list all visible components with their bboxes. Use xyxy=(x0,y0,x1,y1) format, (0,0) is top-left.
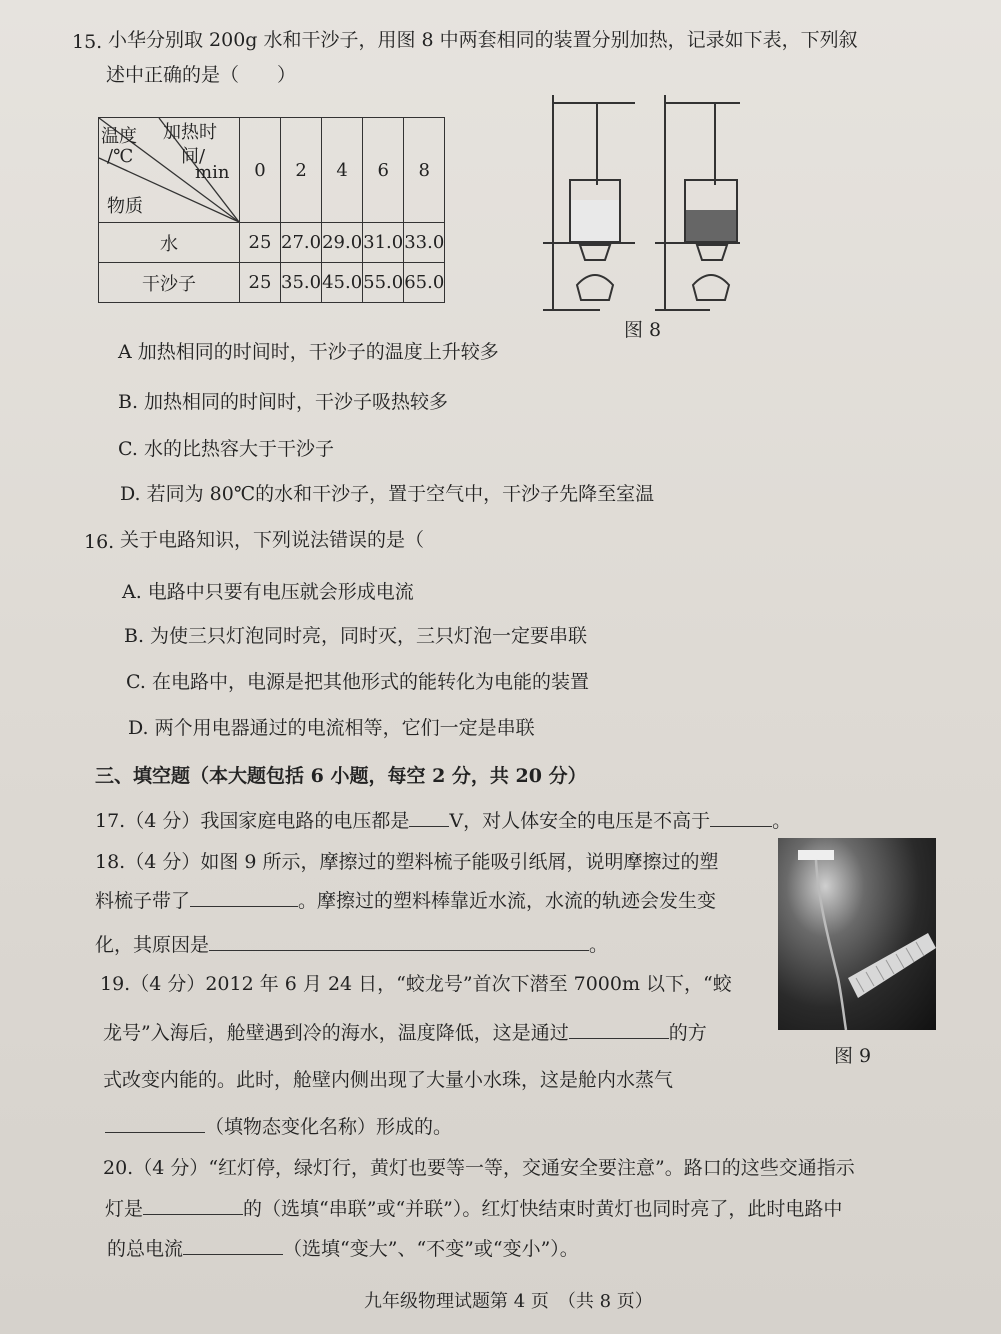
q18-blank-1[interactable] xyxy=(190,888,298,907)
q15-option-a: A 加热相同的时间时，干沙子的温度上升较多 xyxy=(118,341,499,363)
q16-option-d: D. 两个用电器通过的电流相等，它们一定是串联 xyxy=(128,717,535,739)
q16-option-a: A. 电路中只要有电压就会形成电流 xyxy=(122,581,414,603)
q15-data-table xyxy=(98,117,445,303)
comb-water-stream-image xyxy=(778,838,936,1030)
q18-line3 xyxy=(95,932,608,957)
q20-line2-b: 的（选填“串联”或“并联”）。红灯快结束时黄灯也同时亮了，此时电路中 xyxy=(243,1198,843,1220)
cell: 27.0 xyxy=(281,223,322,263)
time-6: 6 xyxy=(363,118,404,223)
table-row-water xyxy=(99,223,445,263)
q20-blank-2[interactable] xyxy=(183,1236,283,1255)
q19-line3: 式改变内能的。此时，舱壁内侧出现了大量小水珠，这是舱内水蒸气 xyxy=(103,1069,674,1091)
q15-stem-line2: 述中正确的是（ ） xyxy=(106,64,297,86)
q20-line3-a: 的总电流 xyxy=(107,1238,184,1260)
q18-line1: 18.（4 分）如图 9 所示，摩擦过的塑料梳子能吸引纸屑，说明摩擦过的塑 xyxy=(95,851,719,873)
cell: 45.0 xyxy=(322,263,363,303)
figure-9-label: 图 9 xyxy=(834,1045,872,1067)
q20-line1: 20.（4 分）“红灯停，绿灯行，黄灯也要等一等，交通安全要注意”。路口的这些交通指示 xyxy=(103,1157,855,1179)
cell: 35.0 xyxy=(281,263,322,303)
header-substance: 物质 xyxy=(107,196,143,217)
cell: 31.0 xyxy=(363,223,404,263)
q17-blank-1[interactable] xyxy=(409,808,449,827)
q19-line2-b: 的方 xyxy=(668,1022,707,1044)
time-4: 4 xyxy=(322,118,363,223)
q18-line3-a: 化，其原因是 xyxy=(95,934,210,956)
q18-blank-2[interactable] xyxy=(209,932,589,951)
q19-blank-2[interactable] xyxy=(105,1114,205,1133)
q17-part-a: 17.（4 分）我国家庭电路的电压都是 xyxy=(95,810,410,832)
cell: 55.0 xyxy=(363,263,404,303)
q19-line2 xyxy=(103,1020,707,1045)
q19-line4 xyxy=(105,1114,452,1139)
q15-number: 15. xyxy=(72,31,103,53)
q20-line2 xyxy=(105,1196,842,1221)
q18-line3-b: 。 xyxy=(589,934,609,956)
q19-line2-a: 龙号”入海后，舱壁遇到冷的海水，温度降低，这是通过 xyxy=(103,1022,569,1044)
header-temp-unit: /℃ xyxy=(107,146,134,167)
q18-line2-a: 料梳子带了 xyxy=(95,890,191,912)
cell: 25 xyxy=(240,263,281,303)
header-min: min xyxy=(195,162,230,183)
q20-line3-b: （选填“变大”、“不变”或“变小”）。 xyxy=(283,1238,579,1260)
section-3-heading: 三、填空题（本大题包括 6 小题，每空 2 分，共 20 分） xyxy=(95,765,587,787)
figure-8-label: 图 8 xyxy=(624,319,662,341)
table-header-diagonal-cell xyxy=(99,118,240,223)
q16-stem: 关于电路知识，下列说法错误的是（ xyxy=(120,529,425,551)
time-8: 8 xyxy=(404,118,445,223)
q19-line4-text: （填物态变化名称）形成的。 xyxy=(205,1116,453,1138)
q19-blank-1[interactable] xyxy=(569,1020,669,1039)
header-time: 加热时 xyxy=(163,122,217,143)
cell: 65.0 xyxy=(404,263,445,303)
q17-part-c: 。 xyxy=(772,810,792,832)
q15-option-c: C. 水的比热容大于干沙子 xyxy=(118,438,334,460)
q17-part-b: V，对人体安全的电压是不高于 xyxy=(449,810,711,832)
time-2: 2 xyxy=(281,118,322,223)
cell: 29.0 xyxy=(322,223,363,263)
q16-number: 16. xyxy=(84,531,115,553)
table-row-sand xyxy=(99,263,445,303)
q20-line2-a: 灯是 xyxy=(105,1198,144,1220)
row-name: 水 xyxy=(99,223,240,263)
q15-option-d: D. 若同为 80℃的水和干沙子，置于空气中，干沙子先降至室温 xyxy=(120,483,655,505)
q20-blank-1[interactable] xyxy=(143,1196,243,1215)
q20-line3 xyxy=(107,1236,579,1261)
q15-stem-line1: 小华分别取 200g 水和干沙子，用图 8 中两套相同的装置分别加热，记录如下表，下列叙 xyxy=(108,29,858,51)
q17 xyxy=(95,808,791,833)
header-time2: 间/ xyxy=(181,146,206,167)
q15-option-b: B. 加热相同的时间时，干沙子吸热较多 xyxy=(118,391,449,413)
q16-option-b: B. 为使三只灯泡同时亮，同时灭，三只灯泡一定要串联 xyxy=(124,625,588,647)
q16-option-c: C. 在电路中，电源是把其他形式的能转化为电能的装置 xyxy=(126,671,589,693)
q17-blank-2[interactable] xyxy=(710,808,772,827)
q19-line1: 19.（4 分）2012 年 6 月 24 日，“蛟龙号”首次下潜至 7000m 以下，“蛟 xyxy=(100,973,732,995)
header-temp: 温度 xyxy=(101,126,137,147)
figure-8-heating-apparatus xyxy=(535,85,750,320)
q18-line2 xyxy=(95,888,716,913)
cell: 33.0 xyxy=(404,223,445,263)
row-name: 干沙子 xyxy=(99,263,240,303)
figure-9-photo xyxy=(778,838,936,1030)
cell: 25 xyxy=(240,223,281,263)
time-0: 0 xyxy=(240,118,281,223)
page-footer: 九年级物理试题第 4 页 （共 8 页） xyxy=(364,1291,653,1312)
q18-line2-b: 。摩擦过的塑料棒靠近水流，水流的轨迹会发生变 xyxy=(298,890,717,912)
